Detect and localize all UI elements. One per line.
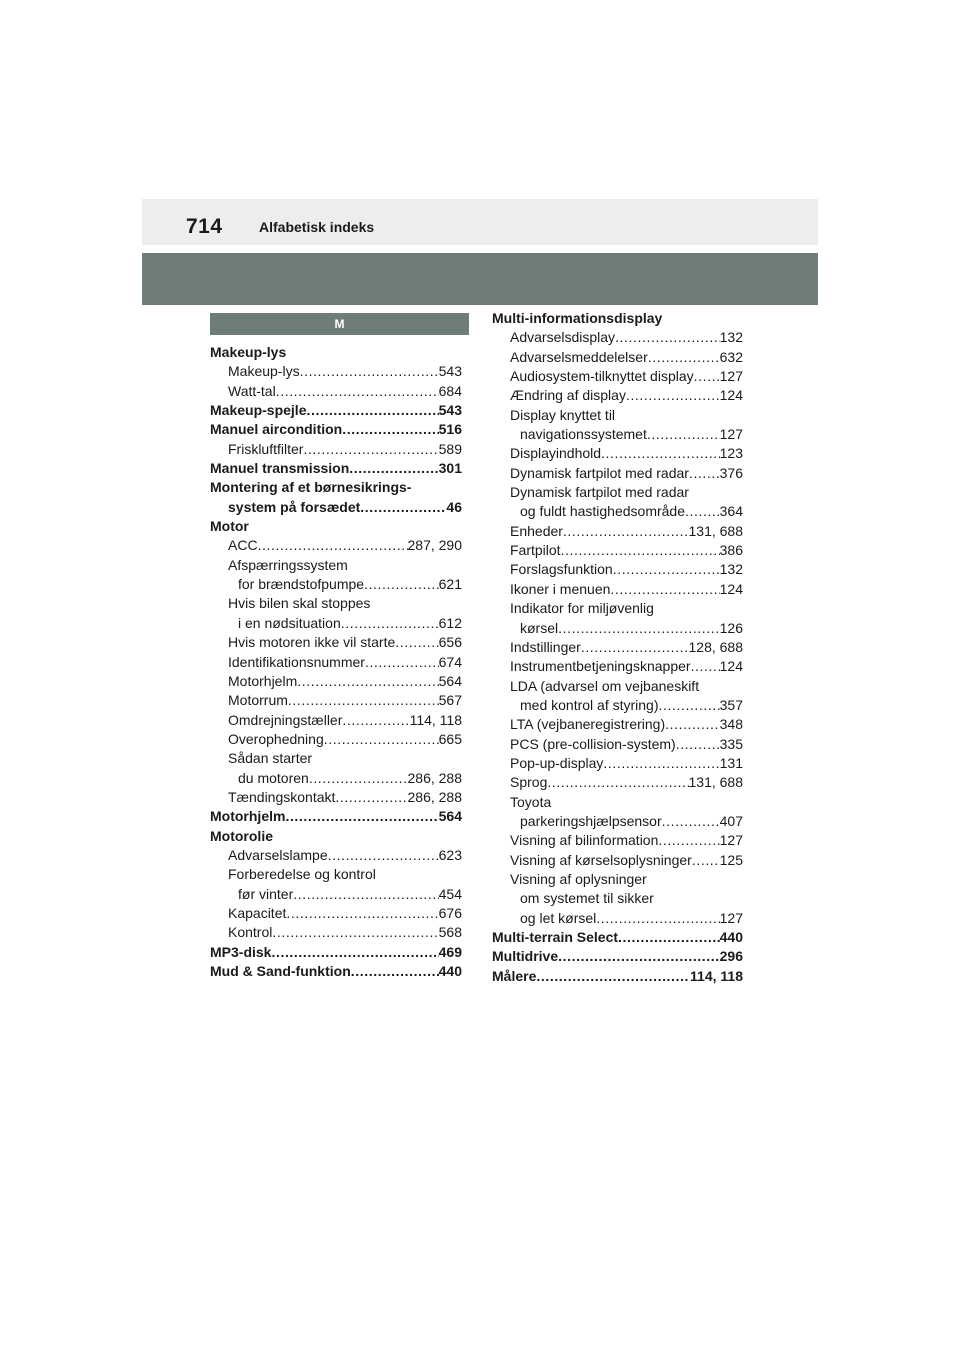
index-entry — [210, 672, 462, 691]
entry-label: Hvis bilen skal stoppes — [228, 595, 371, 612]
entry-page-number: 46 — [446, 498, 462, 515]
dot-leader — [603, 754, 719, 773]
index-entry — [210, 343, 462, 362]
index-entry — [492, 483, 743, 502]
dot-leader — [335, 788, 407, 807]
index-column-left — [210, 313, 462, 981]
index-entry — [492, 928, 743, 947]
entry-label: LTA (vejbaneregistrering) — [510, 716, 666, 733]
index-entry — [210, 943, 462, 962]
entry-page-number: 124 — [719, 387, 743, 404]
entry-label: og fuldt hastighedsområde — [520, 503, 685, 520]
entry-page-number: 676 — [438, 904, 462, 921]
entry-page-number: 126 — [719, 619, 743, 636]
dot-leader — [309, 769, 408, 788]
dot-leader — [685, 502, 720, 521]
index-entry — [210, 594, 462, 613]
entry-label: Audiosystem-tilknyttet display — [510, 368, 694, 385]
entry-label: MP3-disk — [210, 943, 272, 960]
index-entry — [210, 575, 462, 594]
entry-page-number: 132 — [719, 561, 743, 578]
index-entry — [492, 328, 743, 347]
entry-page-number: 516 — [438, 421, 462, 438]
dot-leader — [601, 444, 720, 463]
index-column-right — [492, 309, 743, 986]
dot-leader — [306, 401, 438, 420]
entry-label: Multi-terrain Select — [492, 929, 619, 945]
dot-leader — [324, 730, 439, 749]
dot-leader — [364, 575, 439, 594]
entry-label: Ikoner i menuen — [510, 580, 611, 597]
entry-page-number: 364 — [719, 503, 743, 520]
entry-label: Tændingskontakt — [228, 788, 336, 805]
dot-leader — [536, 967, 690, 986]
entry-label: Kontrol — [228, 924, 273, 941]
entry-page-number: 348 — [719, 716, 743, 733]
dot-leader — [563, 522, 689, 541]
entry-page-number: 127 — [719, 832, 743, 849]
dot-leader — [648, 348, 720, 367]
index-entry — [210, 556, 462, 575]
dot-leader — [395, 633, 438, 652]
entry-page-number: 357 — [719, 696, 743, 713]
entry-page-number: 335 — [719, 735, 743, 752]
entry-label: Indstillinger — [510, 638, 581, 655]
entry-page-number: 296 — [719, 948, 743, 965]
entry-label: Instrumentbetjeningsknapper — [510, 658, 691, 675]
entry-page-number: 128, 688 — [688, 638, 743, 655]
index-entry — [492, 619, 743, 638]
entry-page-number: 469 — [438, 943, 462, 960]
index-entry — [492, 386, 743, 405]
entry-page-number: 386 — [719, 542, 743, 559]
dot-leader — [658, 831, 719, 850]
dot-leader — [272, 923, 438, 942]
entry-label: Sprog — [510, 774, 548, 791]
dot-leader — [360, 498, 446, 517]
entry-label: Advarselslampe — [228, 846, 328, 863]
index-entry — [210, 807, 462, 826]
entry-page-number: 287, 290 — [407, 537, 462, 554]
index-entry — [492, 773, 743, 792]
index-entry — [492, 909, 743, 928]
entry-label: Montering af et børnesikrings- — [210, 479, 412, 496]
dot-leader — [692, 851, 720, 870]
index-entry — [492, 464, 743, 483]
index-entry — [210, 885, 462, 904]
entry-label: system på forsædet — [228, 498, 361, 515]
dot-leader — [694, 367, 720, 386]
index-entry — [210, 711, 462, 730]
entry-label: Multi-informationsdisplay — [492, 310, 663, 326]
index-entry — [492, 831, 743, 850]
entry-label: Afspærringssystem — [228, 556, 348, 573]
entry-label: Indikator for miljøvenlig — [510, 600, 654, 617]
dot-leader — [328, 846, 439, 865]
dot-leader — [285, 807, 438, 826]
entry-page-number: 674 — [438, 653, 462, 670]
entry-page-number: 407 — [719, 812, 743, 829]
entry-page-number: 131 — [719, 754, 743, 771]
index-entry — [210, 846, 462, 865]
entry-page-number: 131, 688 — [688, 522, 743, 539]
dot-leader — [276, 382, 439, 401]
index-entry — [492, 638, 743, 657]
index-list-right — [492, 309, 743, 986]
entry-page-number: 286, 288 — [407, 769, 462, 786]
entry-label: Kapacitet — [228, 904, 287, 921]
dot-leader — [596, 909, 719, 928]
entry-label: Makeup-spejle — [210, 402, 307, 419]
index-entry — [492, 580, 743, 599]
entry-label: Ændring af display — [510, 387, 626, 404]
index-entry — [210, 362, 462, 381]
index-entry — [492, 967, 743, 986]
entry-page-number: 567 — [438, 692, 462, 709]
dot-leader — [615, 328, 720, 347]
entry-label: Målere — [492, 967, 537, 984]
dot-leader — [547, 773, 688, 792]
index-entry — [210, 904, 462, 923]
dot-leader — [558, 619, 720, 638]
entry-page-number: 132 — [719, 329, 743, 346]
section-letter-bar: M — [210, 313, 469, 335]
index-entry — [210, 653, 462, 672]
dot-leader — [618, 928, 720, 947]
dot-leader — [288, 691, 439, 710]
index-entry — [492, 851, 743, 870]
dot-leader — [665, 715, 720, 734]
index-entry — [492, 541, 743, 560]
entry-label: Watt-tal — [228, 382, 276, 399]
entry-page-number: 286, 288 — [407, 788, 462, 805]
index-entry — [210, 614, 462, 633]
dot-leader — [341, 614, 439, 633]
entry-label: Enheder — [510, 522, 563, 539]
index-list-left — [210, 343, 462, 981]
entry-label: Displayindhold — [510, 445, 602, 462]
index-entry — [210, 788, 462, 807]
entry-label: Mud & Sand-funktion — [210, 963, 351, 979]
index-entry — [210, 923, 462, 942]
index-entry — [492, 754, 743, 773]
dot-leader — [297, 672, 438, 691]
entry-label: navigationssystemet — [520, 426, 647, 443]
entry-page-number: 440 — [438, 963, 462, 979]
index-entry — [492, 348, 743, 367]
index-entry — [492, 502, 743, 521]
entry-page-number: 454 — [438, 885, 462, 902]
entry-page-number: 621 — [438, 576, 462, 593]
dot-leader — [662, 812, 720, 831]
index-entry — [492, 889, 743, 908]
index-entry — [492, 599, 743, 618]
entry-label: Manuel aircondition — [210, 421, 343, 438]
dot-leader — [558, 947, 720, 966]
entry-label: Toyota — [510, 793, 552, 810]
entry-page-number: 656 — [438, 634, 462, 651]
index-entry — [210, 865, 462, 884]
entry-label: Visning af kørselsoplysninger — [510, 851, 692, 868]
entry-page-number: 564 — [438, 672, 462, 689]
index-entry — [492, 947, 743, 966]
entry-label: Motorhjelm — [210, 808, 286, 825]
entry-label: Overophedning — [228, 730, 324, 747]
entry-page-number: 568 — [438, 924, 462, 941]
header-title: Alfabetisk indeks — [259, 219, 375, 235]
index-entry — [492, 793, 743, 812]
index-entry — [210, 730, 462, 749]
index-entry — [492, 444, 743, 463]
index-entry — [492, 367, 743, 386]
index-entry — [210, 478, 462, 497]
dot-leader — [300, 362, 439, 381]
index-entry — [210, 827, 462, 846]
dot-leader — [581, 638, 689, 657]
entry-label: Forslagsfunktion — [510, 561, 613, 578]
entry-page-number: 124 — [719, 580, 743, 597]
dot-leader — [342, 420, 438, 439]
entry-page-number: 623 — [438, 846, 462, 863]
entry-label: Omdrejningstæller — [228, 711, 343, 728]
header-decorative-bar — [142, 253, 818, 305]
index-entry — [492, 696, 743, 715]
index-entry — [492, 425, 743, 444]
entry-label: Sådan starter — [228, 750, 313, 767]
index-entry — [210, 459, 462, 478]
entry-page-number: 589 — [438, 440, 462, 457]
dot-leader — [342, 711, 409, 730]
entry-page-number: 123 — [719, 445, 743, 462]
dot-leader — [647, 425, 720, 444]
entry-label: Friskluftfilter — [228, 440, 304, 457]
entry-label: Identifikationsnummer — [228, 653, 365, 670]
entry-label: Motorrum — [228, 692, 288, 709]
entry-label: LDA (advarsel om vejbaneskift — [510, 677, 700, 694]
index-entry — [492, 870, 743, 889]
entry-label: Motorolie — [210, 827, 273, 844]
entry-label: du motoren — [238, 769, 309, 786]
entry-label: Visning af oplysninger — [510, 870, 647, 887]
index-entry — [492, 560, 743, 579]
entry-label: kørsel — [520, 619, 559, 636]
page-number: 714 — [186, 215, 223, 238]
index-entry — [492, 522, 743, 541]
entry-page-number: 114, 118 — [409, 711, 462, 728]
entry-label: Pop-up-display — [510, 754, 604, 771]
entry-page-number: 612 — [438, 614, 462, 631]
dot-leader — [689, 464, 720, 483]
entry-page-number: 127 — [719, 909, 743, 926]
entry-page-number: 125 — [719, 851, 743, 868]
entry-label: om systemet til sikker — [520, 890, 654, 907]
entry-label: ACC — [228, 537, 258, 554]
entry-label: Multidrive — [492, 948, 559, 965]
entry-label: med kontrol af styring) — [520, 696, 659, 713]
dot-leader — [349, 459, 438, 478]
entry-page-number: 684 — [438, 382, 462, 399]
index-entry — [492, 715, 743, 734]
dot-leader — [626, 386, 720, 405]
entry-label: før vinter — [238, 885, 294, 902]
dot-leader — [351, 962, 439, 981]
index-entry — [492, 406, 743, 425]
dot-leader — [286, 904, 438, 923]
entry-page-number: 564 — [438, 808, 462, 825]
entry-label: Motorhjelm — [228, 672, 298, 689]
index-entry — [210, 440, 462, 459]
entry-label: PCS (pre-collision-system) — [510, 735, 676, 752]
entry-page-number: 440 — [719, 929, 743, 945]
entry-page-number: 114, 118 — [690, 967, 743, 984]
dot-leader — [659, 696, 720, 715]
entry-label: Forberedelse og kontrol — [228, 866, 376, 883]
dot-leader — [561, 541, 720, 560]
entry-label: Dynamisk fartpilot med radar — [510, 484, 689, 501]
entry-label: og let kørsel — [520, 909, 597, 926]
entry-page-number: 543 — [438, 363, 462, 380]
entry-label: Manuel transmission — [210, 460, 350, 477]
index-entry — [492, 735, 743, 754]
entry-page-number: 632 — [719, 348, 743, 365]
index-entry — [210, 691, 462, 710]
dot-leader — [303, 440, 438, 459]
index-entry — [492, 812, 743, 831]
index-entry — [210, 749, 462, 768]
index-entry — [210, 962, 462, 981]
dot-leader — [293, 885, 438, 904]
entry-label: Dynamisk fartpilot med radar — [510, 464, 689, 481]
dot-leader — [610, 580, 719, 599]
index-entry — [210, 498, 462, 517]
entry-label: parkeringshjælpsensor — [520, 812, 662, 829]
entry-label: Fartpilot — [510, 542, 561, 559]
index-entry — [210, 769, 462, 788]
entry-page-number: 127 — [719, 368, 743, 385]
dot-leader — [365, 653, 439, 672]
index-entry — [492, 657, 743, 676]
entry-label: Advarselsmeddelelser — [510, 348, 648, 365]
dot-leader — [691, 657, 720, 676]
dot-leader — [271, 943, 438, 962]
index-entry — [210, 536, 462, 555]
index-entry — [210, 382, 462, 401]
dot-leader — [258, 536, 408, 555]
entry-label: for brændstofpumpe — [238, 576, 365, 593]
entry-label: i en nødsituation — [238, 614, 341, 631]
entry-label: Makeup-lys — [228, 363, 300, 380]
entry-label: Makeup-lys — [210, 344, 287, 360]
entry-label: Visning af bilinformation — [510, 832, 659, 849]
entry-label: Hvis motoren ikke vil starte — [228, 634, 396, 651]
entry-label: Display knyttet til — [510, 406, 616, 423]
entry-label: Motor — [210, 518, 249, 535]
index-entry — [210, 401, 462, 420]
index-entry — [210, 517, 462, 536]
entry-page-number: 124 — [719, 658, 743, 675]
entry-page-number: 301 — [438, 460, 462, 477]
entry-label: Advarselsdisplay — [510, 329, 616, 346]
index-entry — [492, 309, 743, 328]
entry-page-number: 127 — [719, 426, 743, 443]
header-band — [142, 199, 818, 245]
index-entry — [210, 633, 462, 652]
entry-page-number: 665 — [438, 730, 462, 747]
entry-page-number: 376 — [719, 464, 743, 481]
entry-page-number: 543 — [438, 402, 462, 419]
index-entry — [492, 677, 743, 696]
entry-page-number: 131, 688 — [688, 774, 743, 791]
dot-leader — [676, 735, 720, 754]
index-entry — [210, 420, 462, 439]
dot-leader — [613, 560, 720, 579]
